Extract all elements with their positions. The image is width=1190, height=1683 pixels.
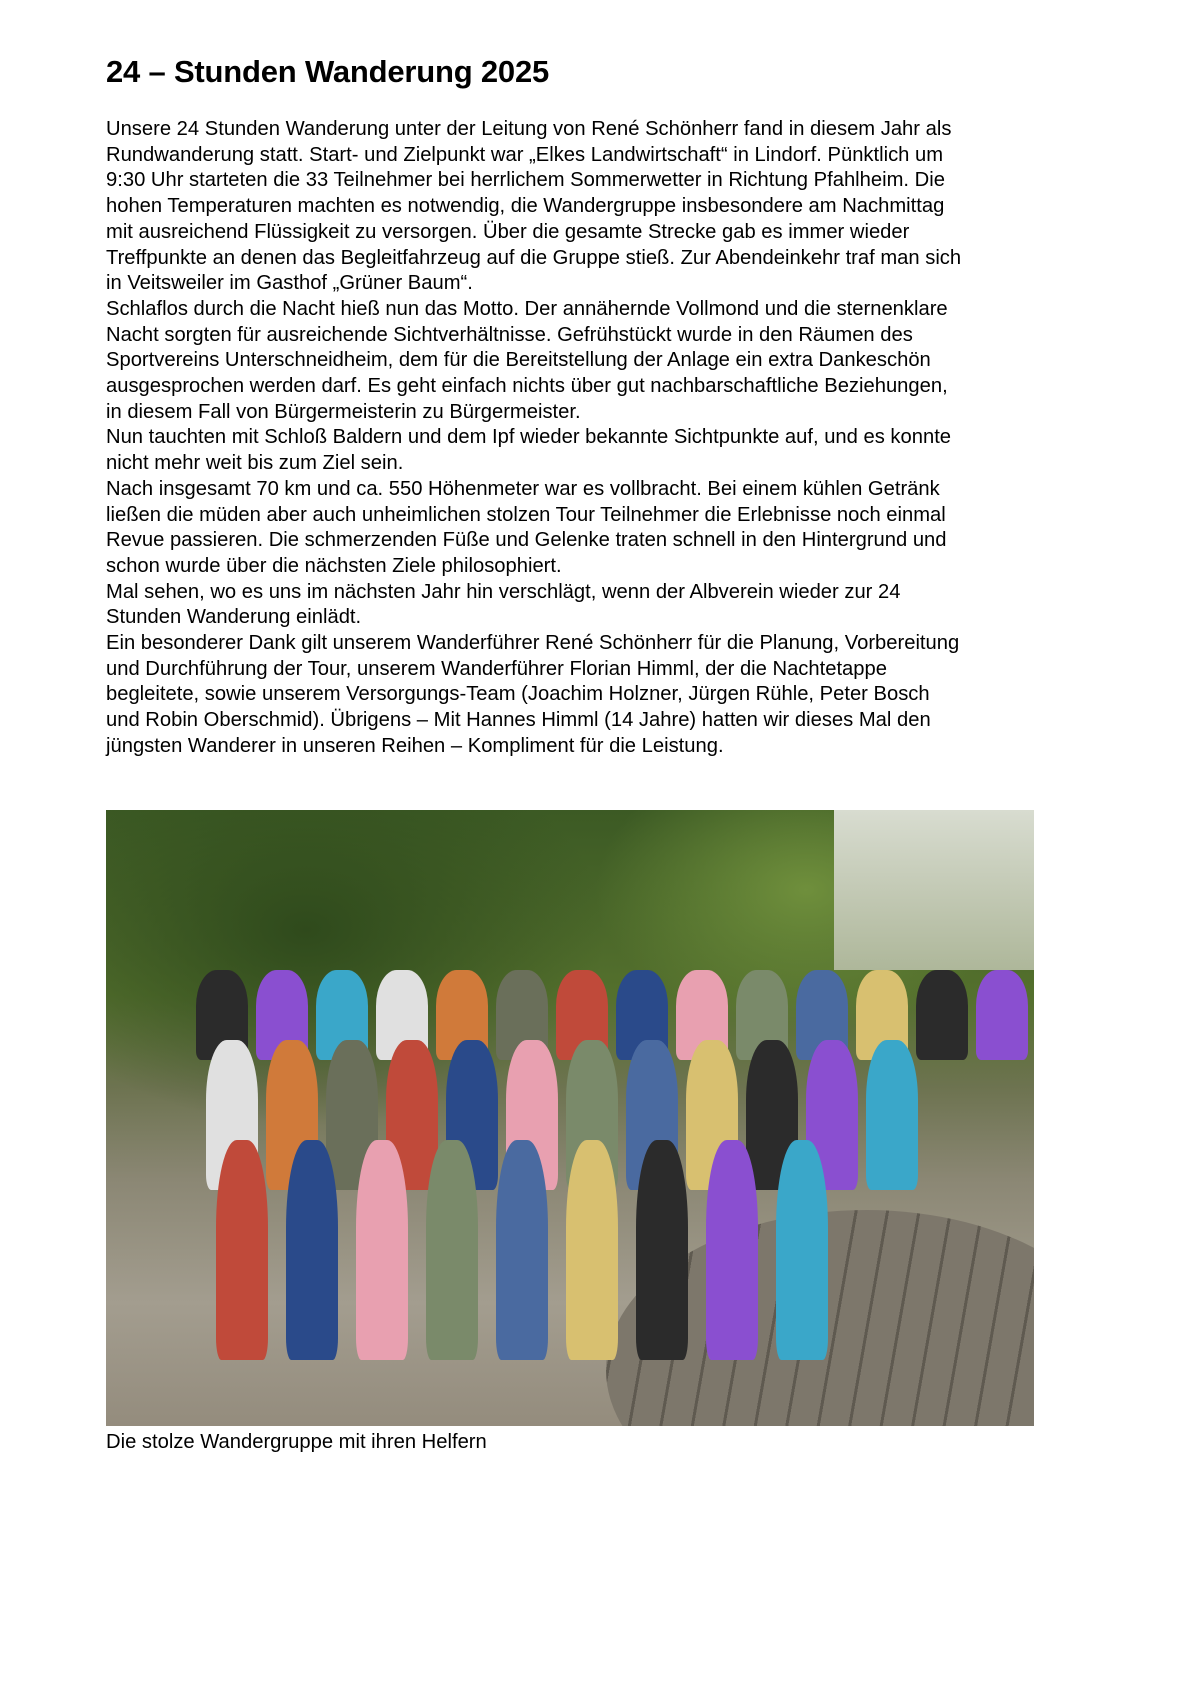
photo-caption: Die stolze Wandergruppe mit ihren Helfern — [106, 1431, 487, 1453]
paragraph-line: Nacht sorgten für ausreichende Sichtverhältnisse. Gefrühstückt wurde in den Räumen des — [106, 323, 913, 346]
paragraph-line: Unsere 24 Stunden Wanderung unter der Leitung von René Schönherr fand in diesem Jahr als — [106, 118, 952, 140]
photo-person — [426, 1140, 478, 1360]
paragraph-line: Stunden Wanderung einlädt. — [106, 606, 362, 629]
paragraph-line: mit ausreichend Flüssigkeit zu versorgen. Über die gesamte Strecke gab es immer wieder — [106, 220, 910, 243]
paragraph-line: jüngsten Wanderer in unseren Reihen – Kompliment für die Leistung. — [106, 734, 724, 757]
article-body — [106, 117, 961, 760]
paragraph-line: begleitete, sowie unserem Versorgungs-Team (Joachim Holzner, Jürgen Rühle, Peter Bosch — [106, 683, 930, 706]
photo-person — [356, 1140, 408, 1360]
paragraph-line: Treffpunkte an denen das Begleitfahrzeug auf die Gruppe stieß. Zur Abendeinkehr traf man sich — [106, 246, 962, 269]
photo-person — [916, 970, 968, 1060]
paragraph-line: Revue passieren. Die schmerzenden Füße und Gelenke traten schnell in den Hintergrund und — [106, 529, 947, 552]
paragraph-line: schon wurde über die nächsten Ziele philosophiert. — [106, 554, 562, 577]
paragraph-line: hohen Temperaturen machten es notwendig, die Wandergruppe insbesondere am Nachmittag — [106, 195, 945, 218]
photo-person — [776, 1140, 828, 1360]
paragraph-line: Schlaflos durch die Nacht hieß nun das Motto. Der annähernde Vollmond und die sternenklare — [106, 297, 948, 320]
paragraph-line: und Robin Oberschmid). Übrigens – Mit Hannes Himml (14 Jahre) hatten wir dieses Mal den — [106, 709, 931, 732]
photo-sky — [834, 810, 1034, 970]
paragraph-line: ließen die müden aber auch unheimlichen stolzen Tour Teilnehmer die Erlebnisse noch einmal — [106, 503, 946, 526]
paragraph-line: und Durchführung der Tour, unserem Wanderführer Florian Himml, der die Nachtetappe — [106, 657, 887, 680]
photo-person — [706, 1140, 758, 1360]
paragraph-line: Mal sehen, wo es uns im nächsten Jahr hin verschlägt, wenn der Albverein wieder zur 24 — [106, 580, 901, 603]
paragraph-line: Ein besonderer Dank gilt unserem Wanderführer René Schönherr für die Planung, Vorbereitung — [106, 632, 960, 655]
paragraph-line: 9:30 Uhr starteten die 33 Teilnehmer bei herrlichem Sommerwetter in Richtung Pfahlheim. Die — [106, 169, 945, 192]
page-title: 24 – Stunden Wanderung 2025 — [106, 54, 550, 89]
paragraph-line: in Veitsweiler im Gasthof „Grüner Baum“. — [106, 272, 473, 295]
photo-person — [636, 1140, 688, 1360]
paragraph-line: ausgesprochen werden darf. Es geht einfach nichts über gut nachbarschaftliche Beziehungen, — [106, 375, 948, 398]
photo-person — [286, 1140, 338, 1360]
photo-person — [216, 1140, 268, 1360]
paragraph-line: nicht mehr weit bis zum Ziel sein. — [106, 452, 404, 475]
paragraph-line: in diesem Fall von Bürgermeisterin zu Bürgermeister. — [106, 400, 581, 423]
paragraph-line: Nach insgesamt 70 km und ca. 550 Höhenmeter war es vollbracht. Bei einem kühlen Getränk — [106, 477, 940, 500]
photo-person — [866, 1040, 918, 1190]
photo-person — [976, 970, 1028, 1060]
photo-person — [496, 1140, 548, 1360]
paragraph-line: Nun tauchten mit Schloß Baldern und dem Ipf wieder bekannte Sichtpunkte auf, und es konnte — [106, 426, 952, 449]
group-photo — [106, 810, 1034, 1426]
paragraph-line: Rundwanderung statt. Start- und Zielpunkt war „Elkes Landwirtschaft“ in Lindorf. Pünktlich um — [106, 143, 944, 166]
photo-person — [566, 1140, 618, 1360]
paragraph-line: Sportvereins Unterschneidheim, dem für die Bereitstellung der Anlage ein extra Dankeschön — [106, 349, 931, 372]
